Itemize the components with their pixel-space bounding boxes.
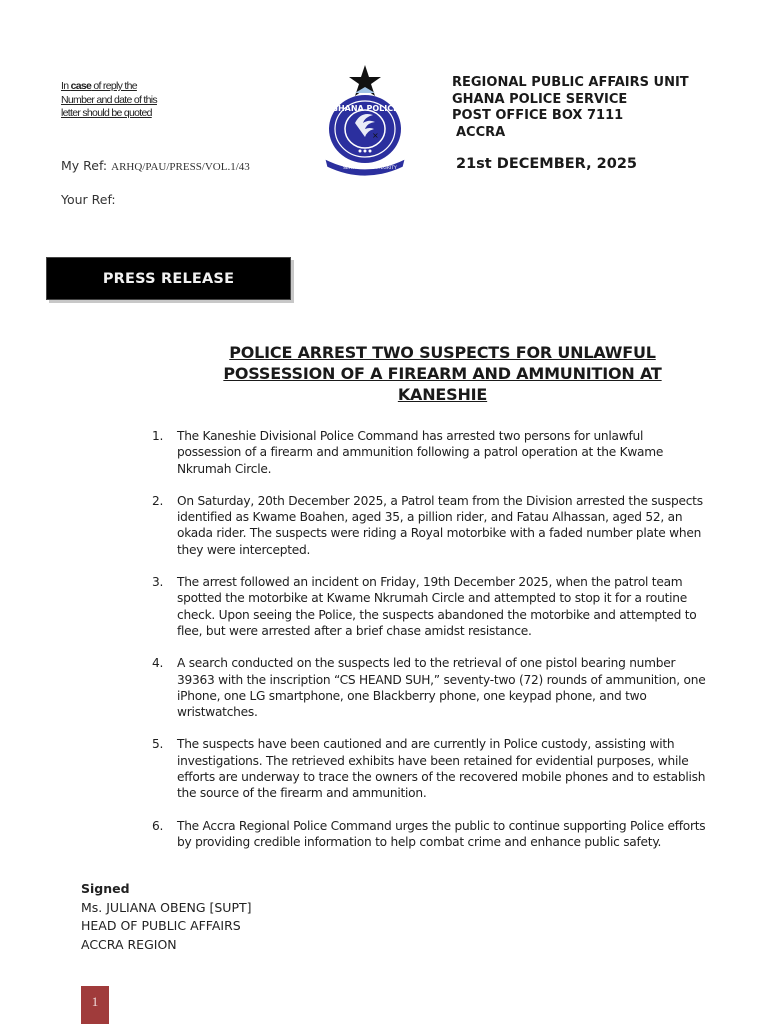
release-paragraphs [150, 428, 710, 866]
signed-label: Signed [81, 881, 130, 896]
paragraph-number: 6. [152, 818, 164, 833]
address-po-box: POST OFFICE BOX 7111 [452, 108, 624, 123]
reply-instruction-note [61, 80, 181, 121]
paragraph-text: The Kaneshie Divisional Police Command has arrested two persons for unlawful possession of a firearm and ammunition following a patrol operation at the Kwame Nkrumah Circle. [177, 429, 664, 476]
paragraph-text: The arrest followed an incident on Friday, 19th December 2025, when the patrol team spotted the motorbike at Kwame Nkrumah Circle and attempted to stop it for a routine check. Upon seeing the Police, the suspects abandoned the motorbike and attempted to flee, but were arrested after a brief chase amidst resistance. [177, 575, 697, 638]
svg-text:GHANA POLICE: GHANA POLICE [331, 104, 399, 113]
sender-address [452, 75, 689, 141]
reply-note-line: letter should be quoted [61, 107, 152, 119]
paragraph-item [150, 428, 710, 477]
svg-text:×: × [372, 131, 379, 140]
paragraph-item [150, 493, 710, 558]
your-ref-label: Your Ref: [61, 192, 116, 207]
page-number: 1 [91, 994, 99, 1009]
my-reference [61, 158, 250, 173]
paragraph-number: 4. [152, 656, 164, 671]
page-number-tab [81, 986, 109, 1024]
my-ref-label: My Ref: [61, 158, 108, 173]
press-headline: POLICE ARREST TWO SUSPECTS FOR UNLAWFUL POSSESSION OF A FIREARM AND AMMUNITION AT KANESHIE [223, 343, 662, 404]
paragraph-item [150, 655, 710, 720]
signatory-name: Ms. JULIANA OBENG [SUPT] [81, 899, 252, 915]
signature-block [81, 880, 252, 954]
paragraph-item [150, 736, 710, 801]
address-service: GHANA POLICE SERVICE [452, 91, 628, 107]
paragraph-number: 5. [152, 737, 164, 752]
paragraph-number: 2. [152, 493, 164, 508]
reply-note-text: In [61, 80, 71, 92]
paragraph-item [150, 574, 710, 639]
police-crest-icon [315, 63, 415, 181]
paragraph-number: 3. [152, 575, 164, 590]
paragraph-text: A search conducted on the suspects led to the retrieval of one pistol bearing number 39363 with the inscription “CS HEAND SUH,” seventy-two (72) rounds of ammunition, one iPhone, one LG smartphone, one Blackberry phone, one keypad phone, and two wristwatches. [177, 656, 706, 720]
address-unit: REGIONAL PUBLIC AFFAIRS UNIT [452, 75, 689, 90]
paragraph-number: 1. [152, 429, 164, 443]
paragraph-item [150, 818, 710, 851]
paragraph-text: The suspects have been cautioned and are currently in Police custody, assisting with investigations. The retrieved exhibits have been retained for evidential purposes, while efforts are underway to trace the owners of the recovered mobile phones and to establish the source of the firearm and ammunition. [177, 737, 706, 801]
svg-text:INTEGRITY: INTEGRITY [373, 166, 397, 171]
reply-note-text: of reply the [91, 80, 137, 92]
paragraph-text: The Accra Regional Police Command urges the public to continue supporting Police efforts by providing credible information to help combat crime and enhance public safety. [177, 818, 706, 849]
your-reference [61, 192, 116, 207]
my-ref-value: ARHQ/PAU/PRESS/VOL.1/43 [111, 161, 250, 173]
reply-note-line: Number and date of this [61, 93, 157, 106]
press-release-label: PRESS RELEASE [102, 270, 235, 287]
signatory-region: ACCRA REGION [81, 936, 177, 952]
reply-note-bold: case [70, 80, 92, 92]
paragraph-text: On Saturday, 20th December 2025, a Patrol team from the Division arrested the suspects identified as Kwame Boahen, aged 35, a pillion rider, and Fatau Alhassan, aged 52, an okada rider. The suspects were riding a Royal motorbike with a faded number plate when they were intercepted. [177, 493, 703, 557]
ghana-police-crest-logo [315, 63, 415, 181]
address-city: ACCRA [456, 124, 506, 140]
svg-text:SERVICE: SERVICE [343, 166, 362, 171]
letter-date: 21st DECEMBER, 2025 [456, 156, 638, 172]
signatory-title: HEAD OF PUBLIC AFFAIRS [81, 918, 241, 933]
press-release-banner [46, 257, 291, 300]
